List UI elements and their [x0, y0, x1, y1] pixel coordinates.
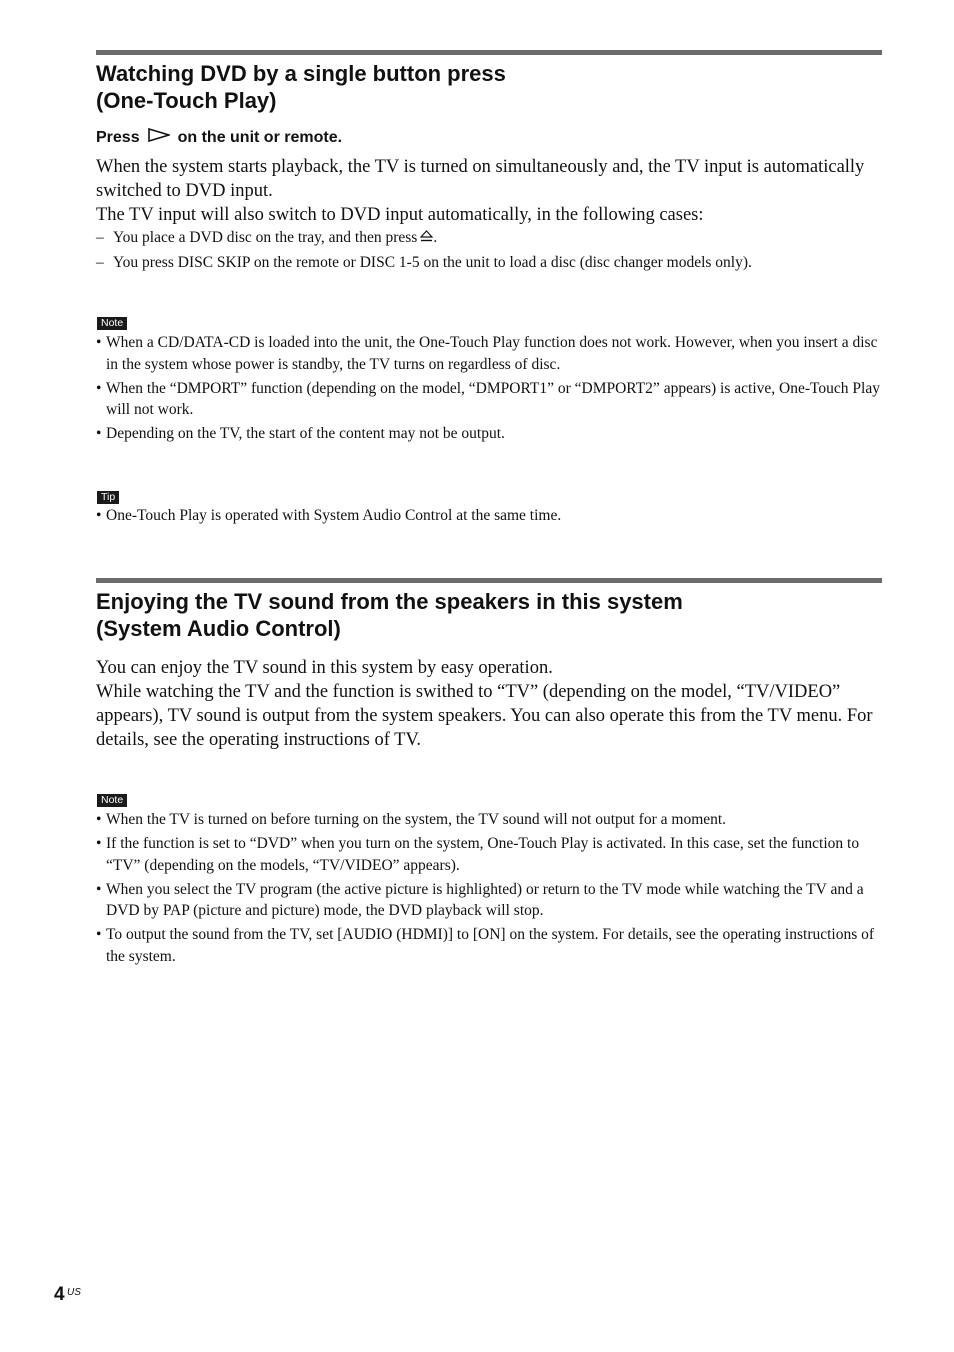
list-item: • When the “DMPORT” function (depending on the model, “DMPORT1” or “DMPORT2” appears) is active, One-Touch Play will not work.	[96, 378, 886, 421]
list-item: • When a CD/DATA-CD is loaded into the unit, the One-Touch Play function does not work. However, when you insert a disc in the system whose power is standby, the TV turns on regardless of disc.	[96, 332, 886, 375]
list-item: • When the TV is turned on before turning on the system, the TV sound will not output for a moment.	[96, 809, 886, 831]
intro-paragraph: When the system starts playback, the TV is turned on simultaneously and, the TV input is automatically switched to DVD input.	[96, 157, 865, 201]
auto-switch-cases-list	[96, 226, 886, 275]
section-title-line1: Enjoying the TV sound from the speakers in this system	[96, 589, 683, 614]
tip-label: Tip	[97, 491, 119, 504]
note-label: Note	[97, 317, 127, 330]
case-text: You place a DVD disc on the tray, and then press	[113, 229, 418, 246]
list-item: • Depending on the TV, the start of the content may not be output.	[96, 423, 886, 445]
list-item: – You place a DVD disc on the tray, and then press .	[96, 226, 886, 251]
list-item: • When you select the TV program (the active picture is highlighted) or return to the TV mode while watching the TV and a DVD by PAP (picture and picture) mode, the DVD playback will stop.	[96, 879, 886, 922]
list-item: • One-Touch Play is operated with System Audio Control at the same time.	[96, 505, 886, 527]
list-item: • To output the sound from the TV, set [AUDIO (HDMI)] to [ON] on the system. For details, see the operating instructions of the system.	[96, 924, 886, 967]
play-icon	[148, 128, 170, 148]
press-suffix: on the unit or remote.	[177, 129, 343, 146]
section-divider	[96, 578, 882, 583]
section-title-line1: Watching DVD by a single button press	[96, 61, 506, 86]
section-title-one-touch-play	[96, 60, 506, 114]
list-item: – You press DISC SKIP on the remote or DISC 1-5 on the unit to load a disc (disc changer models only).	[96, 254, 752, 271]
case-text: You press DISC SKIP on the remote or DISC 1-5 on the unit to load a disc (disc changer models only).	[113, 254, 752, 271]
section-title-line2: (One-Touch Play)	[96, 88, 277, 113]
section-title-system-audio-control	[96, 588, 683, 642]
section-divider-top	[96, 50, 882, 55]
note-list	[96, 809, 886, 970]
list-item: • If the function is set to “DVD” when you turn on the system, One-Touch Play is activated. In this case, set the function to “TV” (depending on the models, “TV/VIDEO” appears).	[96, 833, 886, 876]
note-list	[96, 332, 886, 447]
note-label: Note	[97, 794, 127, 807]
cases-intro-paragraph: The TV input will also switch to DVD input automatically, in the following cases:	[96, 205, 704, 225]
section-title-line2: (System Audio Control)	[96, 616, 341, 641]
details-paragraph: While watching the TV and the function is swithed to “TV” (depending on the model, “TV/VIDEO” appears), TV sound is output from the system speakers. You can also operate this from the TV menu. For details, see the operating instructions of TV.	[96, 682, 873, 750]
press-label: Press	[96, 129, 140, 146]
intro-paragraph: You can enjoy the TV sound in this system by easy operation.	[96, 658, 553, 678]
eject-icon	[420, 227, 433, 251]
tip-list	[96, 505, 886, 529]
press-instruction	[96, 128, 342, 148]
page-number: 4	[54, 1284, 65, 1305]
page-region-suffix: US	[67, 1287, 81, 1298]
